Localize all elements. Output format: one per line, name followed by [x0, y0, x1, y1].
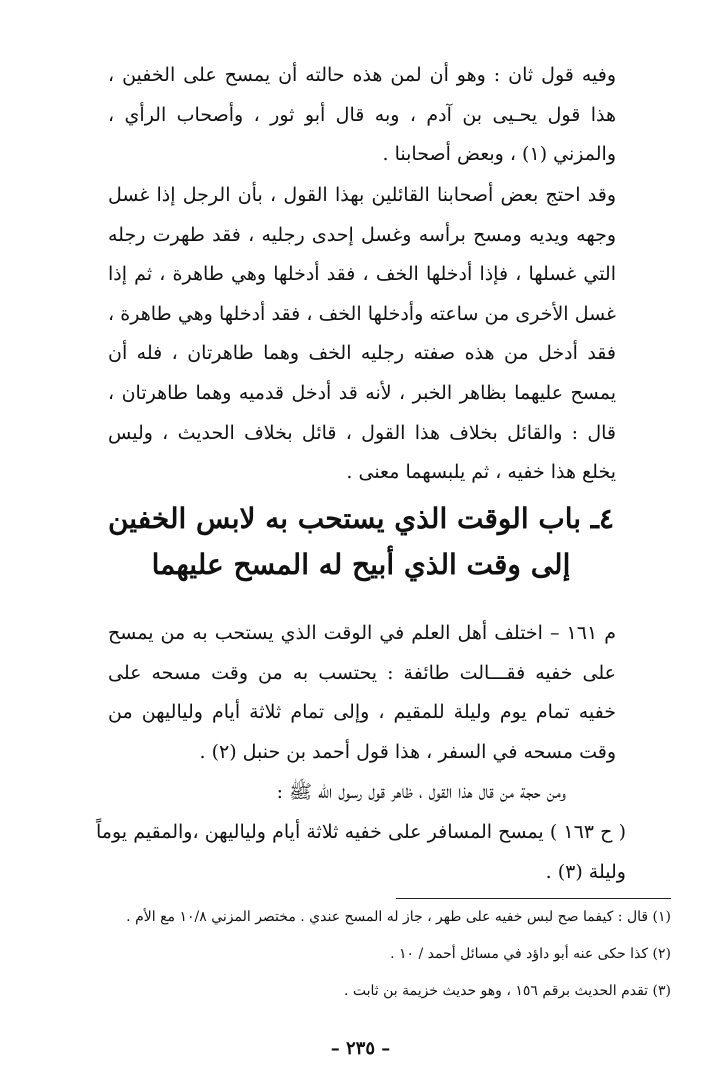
paragraph-first-opinion: وفيه قول ثان : وهو أن لمن هذه حالته أن يمسح على الخفين ، هذا قول يحـيى بن آدم ، وبه قال أبو ثور ، وأصحاب الرأي ، والمزني (١) ، وبعض أصحابنا .: [108, 64, 616, 166]
footnote-1: (١) قال : كيفما صح لبس خفيه على طهر ، جاز له المسح عندي . مختصر المزني ١٠/٨ مع الأم .: [126, 909, 671, 925]
footnote-3: (٣) تقدم الحديث برقم ١٥٦ ، وهو حديث خزيمة بن ثابت .: [343, 983, 671, 999]
paragraph-issue-161: م ١٦١ – اختلف أهل العلم في الوقت الذي يستحب به من يمسح على خفيه فقـــالت طائفة : يحتسب به من وقت مسحه على خفيه تمام يوم وليلة للمقيم ، وإلى تمام ثلاثة أيام ولياليهن من وقت مسحه في السفر ، هذا قول أحمد بن حنبل (٢) .: [108, 622, 616, 763]
paragraph-evidence-intro: ومن حجة من قال هذا القول ، ظاهر قول رسول الله ﷺ :: [276, 781, 566, 803]
page-number: – ٢٣٥ –: [330, 1038, 391, 1059]
footnote-2: (٢) كذا حكى عنه أبو داؤد في مسائل أحمد / ١٠ .: [390, 946, 671, 962]
footnote-divider: [396, 898, 671, 899]
paragraph-argument: وقد احتج بعض أصحابنا القائلين بهذا القول ، بأن الرجل إذا غسل وجهه ويديه ومسح برأسه وغسل إحدى رجليه ، فقد طهرت رجله التي غسلها ، فإذا أدخلها الخف ، فقد أدخلها وهي طاهرة ، ثم إذا غسل الأخرى من ساعته وأدخلها الخف ، فقد أدخلها وهي طاهرة ، فقد أدخل من هذه صفته رجليه الخف وهما طاهرتان ، فله أن يمسح عليهما بظاهر الخبر ، لأنه قد أدخل قدميه وهما طاهرتان ، قال : والقائل بخلاف هذا القول ، قائل بخلاف الحديث ، وليس يخلع هذا خفيه ، ثم يلبسهما معنى .: [108, 184, 616, 484]
paragraph-hadith-163: ( ح ١٦٣ ) يمسح المسافر على خفيه ثلاثة أيام ولياليهن ،والمقيم يوماً وليلة (٣) .: [96, 821, 626, 883]
chapter-heading: ٤ـ باب الوقت الذي يستحب به لابس الخفين إلى وقت الذي أبيح له المسح عليهما: [107, 502, 615, 581]
